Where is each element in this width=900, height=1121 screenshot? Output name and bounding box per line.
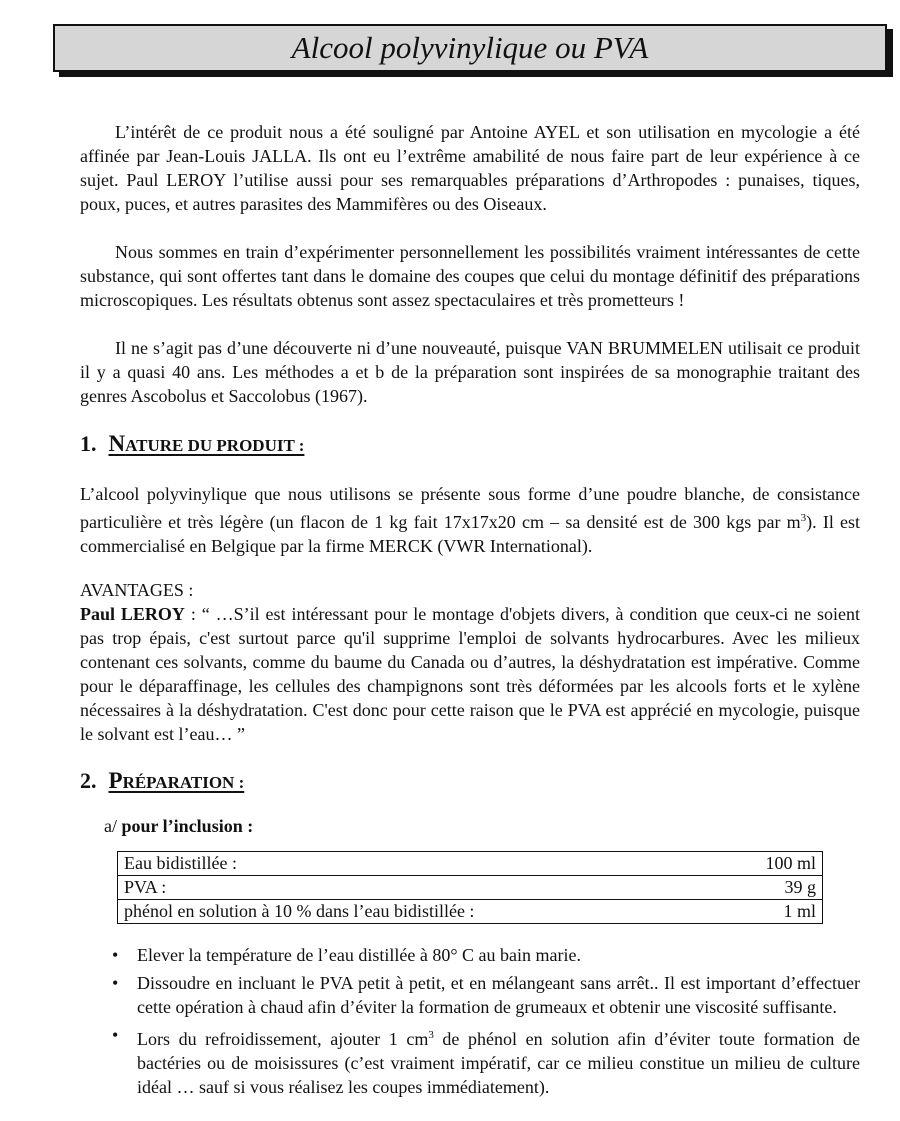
section-2-heading [80,767,244,797]
subsection-inclusion-label: a/ pour l’inclusion : [104,816,254,836]
bullet-icon: • [112,945,119,965]
list-item: • Dissoudre en incluant le PVA petit à petit, et en mélangeant sans arrêt.. Il est important d’effectuer cette opération à chaud afin d’éviter la formation de grumeaux et obtenir une viscosité suffisante. [112,973,860,1017]
section-1-title: NATURE DU PRODUIT : [108,431,305,456]
table-row [118,900,823,924]
advantages-label: AVANTAGES : [80,580,194,600]
table-row [118,852,823,876]
ingredient-name: PVA : [118,876,719,900]
preparation-steps [80,943,860,1103]
section-1-heading [80,430,304,460]
list-item: • Elever la température de l’eau distillée à 80° C au bain marie. [112,945,582,965]
bullet-icon: • [112,973,119,993]
leroy-quote [80,602,860,746]
page-title: Alcool polyvinylique ou PVA [53,24,887,72]
intro-paragraph-1: L’intérêt de ce produit nous a été souligné par Antoine AYEL et son utilisation en mycologie a été affinée par Jean-Louis JALLA. Ils ont eu l’extrême amabilité de nous faire part de leur expérience à ce sujet. Paul LEROY l’utilise aussi pour ses remarquables préparations d’Arthropodes : punaises, tiques, poux, puces, et autres parasites des Mammifères ou des Oiseaux. [80,122,860,214]
quote-text: : “ …S’il est intéressant pour le montage d'objets divers, à condition que ceux-ci ne soient pas trop épais, c'est surtout parce qu'il supprime l'emploi de solvants hydrocarbures. Avec les milieux contenant ces solvants, comme du baume du Canada ou d’autres, la déshydratation est impérative. Comme pour le déparaffinage, les cellules des champignons sont très déformées par les alcools forts et le xylène nécessaires à la déshydratation. C'est donc pour cette raison que le PVA est apprécié en mycologie, puisque le solvant est l’eau… ” [80,604,860,744]
ingredient-quantity: 39 g [718,876,822,900]
table-row [118,876,823,900]
ingredient-name: Eau bidistillée : [118,852,719,876]
ingredient-name: phénol en solution à 10 % dans l’eau bidistillée : [118,900,719,924]
section-2-title: PRÉPARATION : [108,768,245,793]
section-1-number: 1. [80,431,97,456]
list-item: • Lors du refroidissement, ajouter 1 $cm^3$ de phénol en solution afin d’éviter toute formation de bactéries ou de moisissures (c’est vraiment impératif, car ce milieu constitue un milieu de culture idéal … sauf si vous réalisez les coupes immédiatement). [112,1025,860,1097]
intro-paragraph-2: Nous sommes en train d’expérimenter personnellement les possibilités vraiment intéressantes de cette substance, qui sont offertes tant dans le domaine des coupes que celui du montage définitif des préparations microscopiques. Les résultats obtenus sont assez spectaculaires et très prometteurs ! [80,242,860,310]
ingredient-quantity: 1 ml [718,900,822,924]
section-2-number: 2. [80,768,97,793]
section-1-description: L’alcool polyvinylique que nous utilisons se présente sous forme d’une poudre blanche, de consistance particulière et très légère (un flacon de 1 kg fait 17x17x20 cm – sa densité est de 300 kgs par $m^3$). Il est commercialisé en Belgique par la firme MERCK (VWR International). [80,484,861,556]
bullet-icon: • [112,1025,119,1045]
recipe-table [117,851,823,924]
intro-paragraph-3: Il ne s’agit pas d’une découverte ni d’une nouveauté, puisque VAN BRUMMELEN utilisait ce produit il y a quasi 40 ans. Les méthodes a et b de la préparation sont inspirées de sa monographie traitant des genres Ascobolus et Saccolobus (1967). [80,338,860,406]
quote-author: Paul LEROY [80,604,185,624]
ingredient-quantity: 100 ml [718,852,822,876]
